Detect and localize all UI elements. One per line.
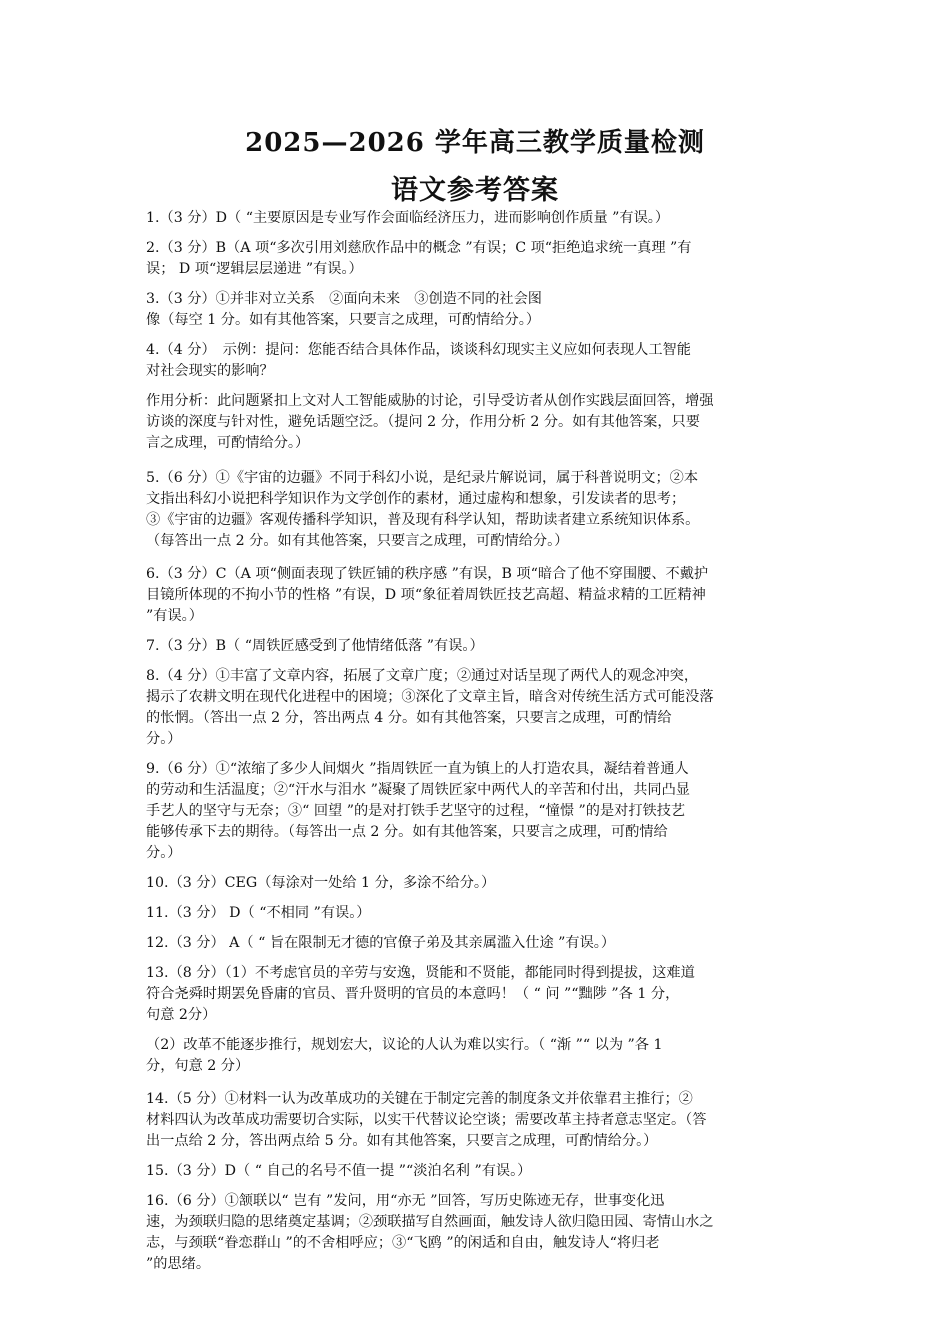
- answer-item-4: 4.（4 分） 示例：提问：您能否结合具体作品，谈谈科幻现实主义应如何表现人工智能 对社会现实的影响？: [146, 342, 691, 379]
- answer-item-6: 6.（3 分）C（A 项“侧面表现了铁匠铺的秩序感 ”有误，B 项“暗合了他不穿围腰、不戴护 目镜所体现的不拘小节的性格 ”有误，D 项“象征着周铁匠技艺高超、精益求精的工匠精神 ”有误。）: [146, 566, 709, 624]
- answer-item-12: 12.（3 分） A（ “ 旨在限制无才德的官僚子弟及其亲属滥入仕途 ”有误。）: [146, 935, 616, 951]
- answer-item-5: 5.（6 分）①《宇宙的边疆》不同于科幻小说，是纪录片解说词，属于科普说明文；②本 文指出科幻小说把科学知识作为文学创作的素材，通过虚构和想象，引发读者的思考； ③《宇宙的边疆》客观传播科学知识，普及现有科学认知，帮助读者建立系统知识体系。 （每答出一点 2 分。如有其他答案，只要言之成理，可酌情给分。）: [146, 470, 700, 549]
- answer-item-9: 9.（6 分）①“浓缩了多少人间烟火 ”指周铁匠一直为镇上的人打造农具，凝结着普通人 的劳动和生活温度；②“汗水与泪水 ”凝聚了周铁匠家中两代人的辛苦和付出，共同凸显 手艺人的坚守与无奈；③“ 回望 ”的是对打铁手艺坚守的过程，“憧憬 ”的是对打铁技艺 能够传承下去的期待。（每答出一点 2 分。如有其他答案，只要言之成理，可酌情给 分。）: [146, 761, 690, 861]
- answer-item-4-analysis: 作用分析：此问题紧扣上文对人工智能威胁的讨论，引导受访者从创作实践层面回答，增强 访谈的深度与针对性，避免话题空泛。（提问 2 分，作用分析 2 分。如有其他答案，只要 言之成理，可酌情给分。）: [146, 393, 714, 451]
- answer-list: [146, 208, 818, 1284]
- page-subtitle: 语文参考答案: [391, 175, 559, 206]
- answer-item-16: 16.（6 分）①颔联以“ 岂有 ”发问，用“亦无 ”回答，写历史陈迹无存，世事变化迅 速，为颈联归隐的思绪奠定基调；②颈联描写自然画面，触发诗人欲归隐田园、寄情山水之 志，与颈联“眷恋群山 ”的不舍相呼应；③“飞鸥 ”的闲适和自由，触发诗人“将归老 ”的思绪。: [146, 1193, 714, 1272]
- answer-item-7: 7.（3 分）B（ “周铁匠感受到了他情绪低落 ”有误。）: [146, 638, 484, 654]
- page-title: 2025—2026 学年高三教学质量检测: [245, 128, 705, 158]
- answer-item-8: 8.（4 分）①丰富了文章内容，拓展了文章广度；②通过对话呈现了两代人的观念冲突， 揭示了农耕文明在现代化进程中的困境；③深化了文章主旨，暗含对传统生活方式可能没落 的怅惘。（答出一点 2 分，答出两点 4 分。如有其他答案，只要言之成理，可酌情给 分。）: [146, 668, 714, 747]
- answer-item-1: 1.（3 分）D（ “主要原因是专业写作会面临经济压力，进而影响创作质量 ”有误。）: [146, 210, 670, 226]
- answer-item-10: 10.（3 分）CEG（每涂对一处给 1 分，多涂不给分。）: [146, 875, 496, 891]
- answer-item-11: 11.（3 分） D（ “不相同 ”有误。）: [146, 905, 371, 921]
- answer-item-15: 15.（3 分）D（ “ 自己的名号不值一提 ”“淡泊名利 ”有误。）: [146, 1163, 532, 1179]
- answer-item-13-part2: （2）改革不能逐步推行，规划宏大，议论的人认为难以实行。（ “渐 ”“ 以为 ”各 1 分，句意 2 分）: [146, 1037, 663, 1074]
- answer-item-13-part1: 13.（8 分）（1）不考虑官员的辛劳与安逸，贤能和不贤能，都能同时得到提拔，这难道 符合尧舜时期罢免昏庸的官员、晋升贤明的官员的本意吗！（ “ 问 ”“黜陟 ”各 1 分， 句意 2分）: [146, 965, 695, 1023]
- answer-item-14: 14.（5 分）①材料一认为改革成功的关键在于制定完善的制度条文并依靠君主推行；② 材料四认为改革成功需要切合实际，以实干代替议论空谈；需要改革主持者意志坚定。（答 出一点给 2 分，答出两点给 5 分。如有其他答案，只要言之成理，可酌情给分。）: [146, 1091, 707, 1149]
- answer-item-3: 3.（3 分）①并非对立关系 ②面向未来 ③创造不同的社会图 像（每空 1 分。如有其他答案，只要言之成理，可酌情给分。）: [146, 291, 542, 328]
- answer-item-2: 2.（3 分）B（A 项“多次引用刘慈欣作品中的概念 ”有误；C 项“拒绝追求统一真理 ”有 误； D 项“逻辑层层递进 ”有误。）: [146, 240, 692, 277]
